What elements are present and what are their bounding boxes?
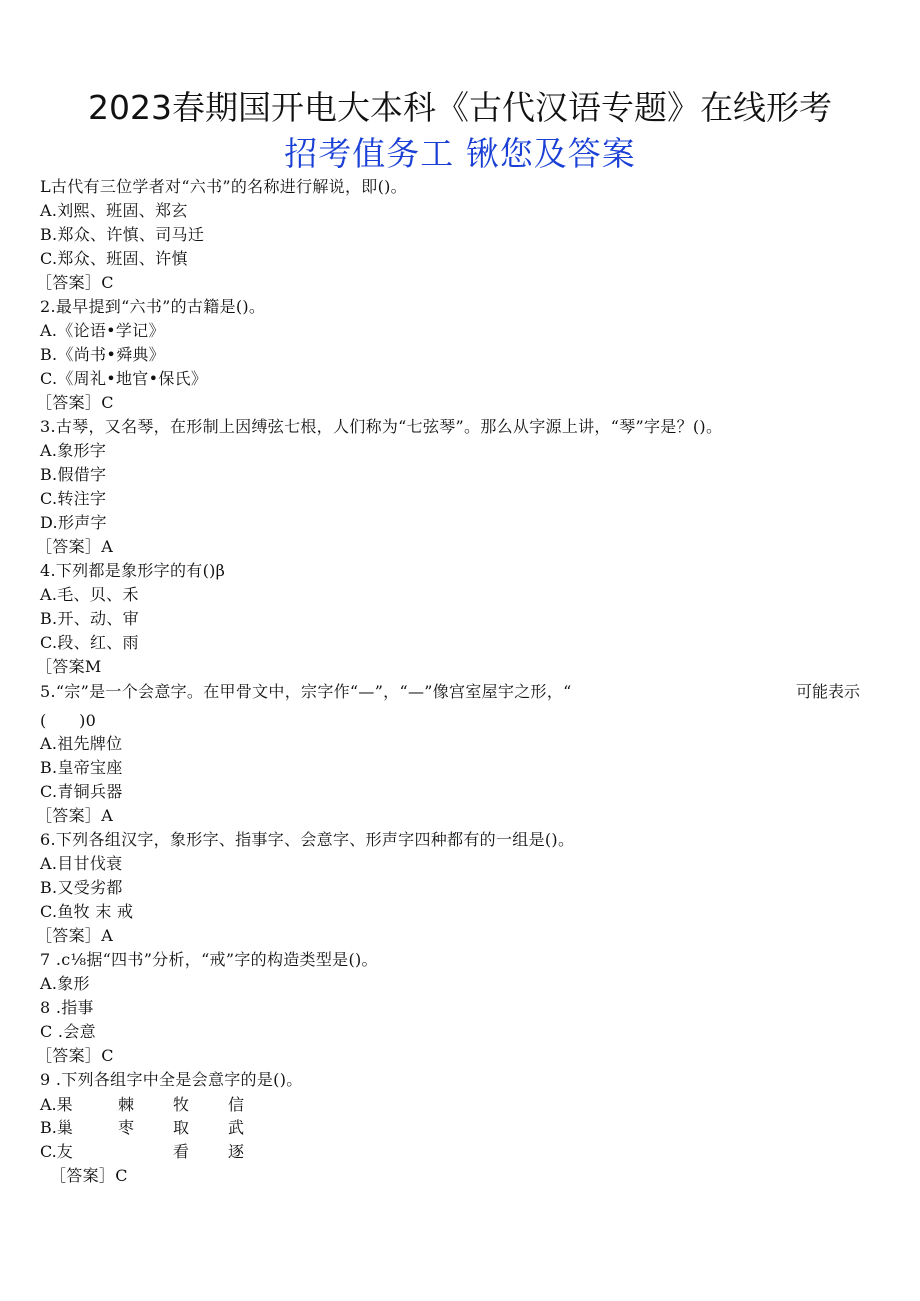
question-6-option-a: A.目甘伐衰 — [40, 854, 123, 873]
question-3-stem: 3.古琴，又名琴，在形制上因缚弦七根，人们称为“七弦琴”。那么从字源上讲，“琴”字是？()。 — [40, 417, 723, 436]
question-3-option-a: A.象形字 — [40, 441, 107, 460]
question-2-answer: ［答案］C — [36, 393, 114, 412]
question-9-option-b-label: B.巢 — [40, 1118, 73, 1137]
question-9-option-c-char-3: 看 — [173, 1142, 190, 1161]
question-9-stem: 9 .下列各组字中全是会意字的是()。 — [40, 1070, 303, 1089]
question-9-option-a-char-3: 牧 — [173, 1095, 190, 1114]
question-3-answer: ［答案］A — [36, 537, 114, 556]
question-4-option-b: B.开、动、审 — [40, 609, 139, 628]
question-3-option-b: B.假借字 — [40, 465, 107, 484]
question-7-option-b: 8 .指事 — [40, 998, 94, 1017]
question-1-option-b: B.郑众、许慎、司马迁 — [40, 225, 205, 244]
question-7-option-a: A.象形 — [40, 974, 90, 993]
question-7-answer: ［答案］C — [36, 1046, 114, 1065]
question-5-option-a: A.祖先牌位 — [40, 734, 123, 753]
question-9-answer: ［答案］C — [50, 1166, 128, 1185]
question-1-answer: ［答案］C — [36, 273, 114, 292]
question-3-option-c: C.转注字 — [40, 489, 107, 508]
question-4-option-c: C.段、红、雨 — [40, 633, 139, 652]
question-9-option-b-char-3: 取 — [173, 1118, 190, 1137]
question-9-option-a-char-2: 棘 — [118, 1095, 135, 1114]
question-5-option-c: C.青铜兵器 — [40, 782, 123, 801]
question-3-option-d: D.形声字 — [40, 513, 107, 532]
question-2-stem: 2.最早提到“六书”的古籍是()。 — [40, 297, 266, 316]
question-5-stem-continued: ( )0 — [40, 711, 97, 730]
question-4-stem: 4.下列都是象形字的有()β — [40, 561, 226, 580]
question-6-stem: 6.下列各组汉字，象形字、指事字、会意字、形声字四种都有的一组是()。 — [40, 830, 575, 849]
question-5-option-b: B.皇帝宝座 — [40, 758, 123, 777]
question-9-option-a-char-4: 信 — [228, 1095, 245, 1114]
question-6-option-c: C.鱼牧 末 戒 — [40, 902, 134, 921]
document-subtitle: 招考值务工 锹您及答案 — [284, 134, 636, 173]
question-2-option-a: A.《论语•学记》 — [40, 321, 165, 340]
question-6-answer: ［答案］A — [36, 926, 114, 945]
question-6-option-b: B.又受劣都 — [40, 878, 123, 897]
question-2-option-c: C.《周礼•地官•保氏》 — [40, 369, 208, 388]
question-1-option-a: A.刘熙、班固、郑玄 — [40, 201, 188, 220]
question-2-option-b: B.《尚书•舜典》 — [40, 345, 165, 364]
question-4-option-a: A.毛、贝、禾 — [40, 585, 139, 604]
question-9-option-b-char-4: 武 — [228, 1118, 245, 1137]
question-1-option-c: C.郑众、班固、许慎 — [40, 249, 188, 268]
question-1-stem: L古代有三位学者对“六书”的名称进行解说，即()。 — [40, 177, 407, 196]
question-9-option-c-label: C.友 — [40, 1142, 73, 1161]
document-title: 2023春期国开电大本科《古代汉语专题》在线形考 — [88, 88, 832, 127]
question-9-option-b-char-2: 枣 — [118, 1118, 135, 1137]
question-7-option-c: C .会意 — [40, 1022, 96, 1041]
question-9-option-a-label: A.果 — [40, 1095, 73, 1114]
question-5-stem: 5.“宗”是一个会意字。在甲骨文中，宗字作“—”，“—”像宫室屋宇之形，“ — [40, 682, 572, 701]
question-5-stem-right: 可能表示 — [796, 682, 861, 701]
question-9-option-c-char-4: 逐 — [228, 1142, 245, 1161]
question-5-answer: ［答案］A — [36, 806, 114, 825]
question-4-answer: ［答案M — [36, 657, 102, 676]
question-7-stem: 7 .c⅛据“四书”分析，“戒”字的构造类型是()。 — [40, 950, 378, 969]
